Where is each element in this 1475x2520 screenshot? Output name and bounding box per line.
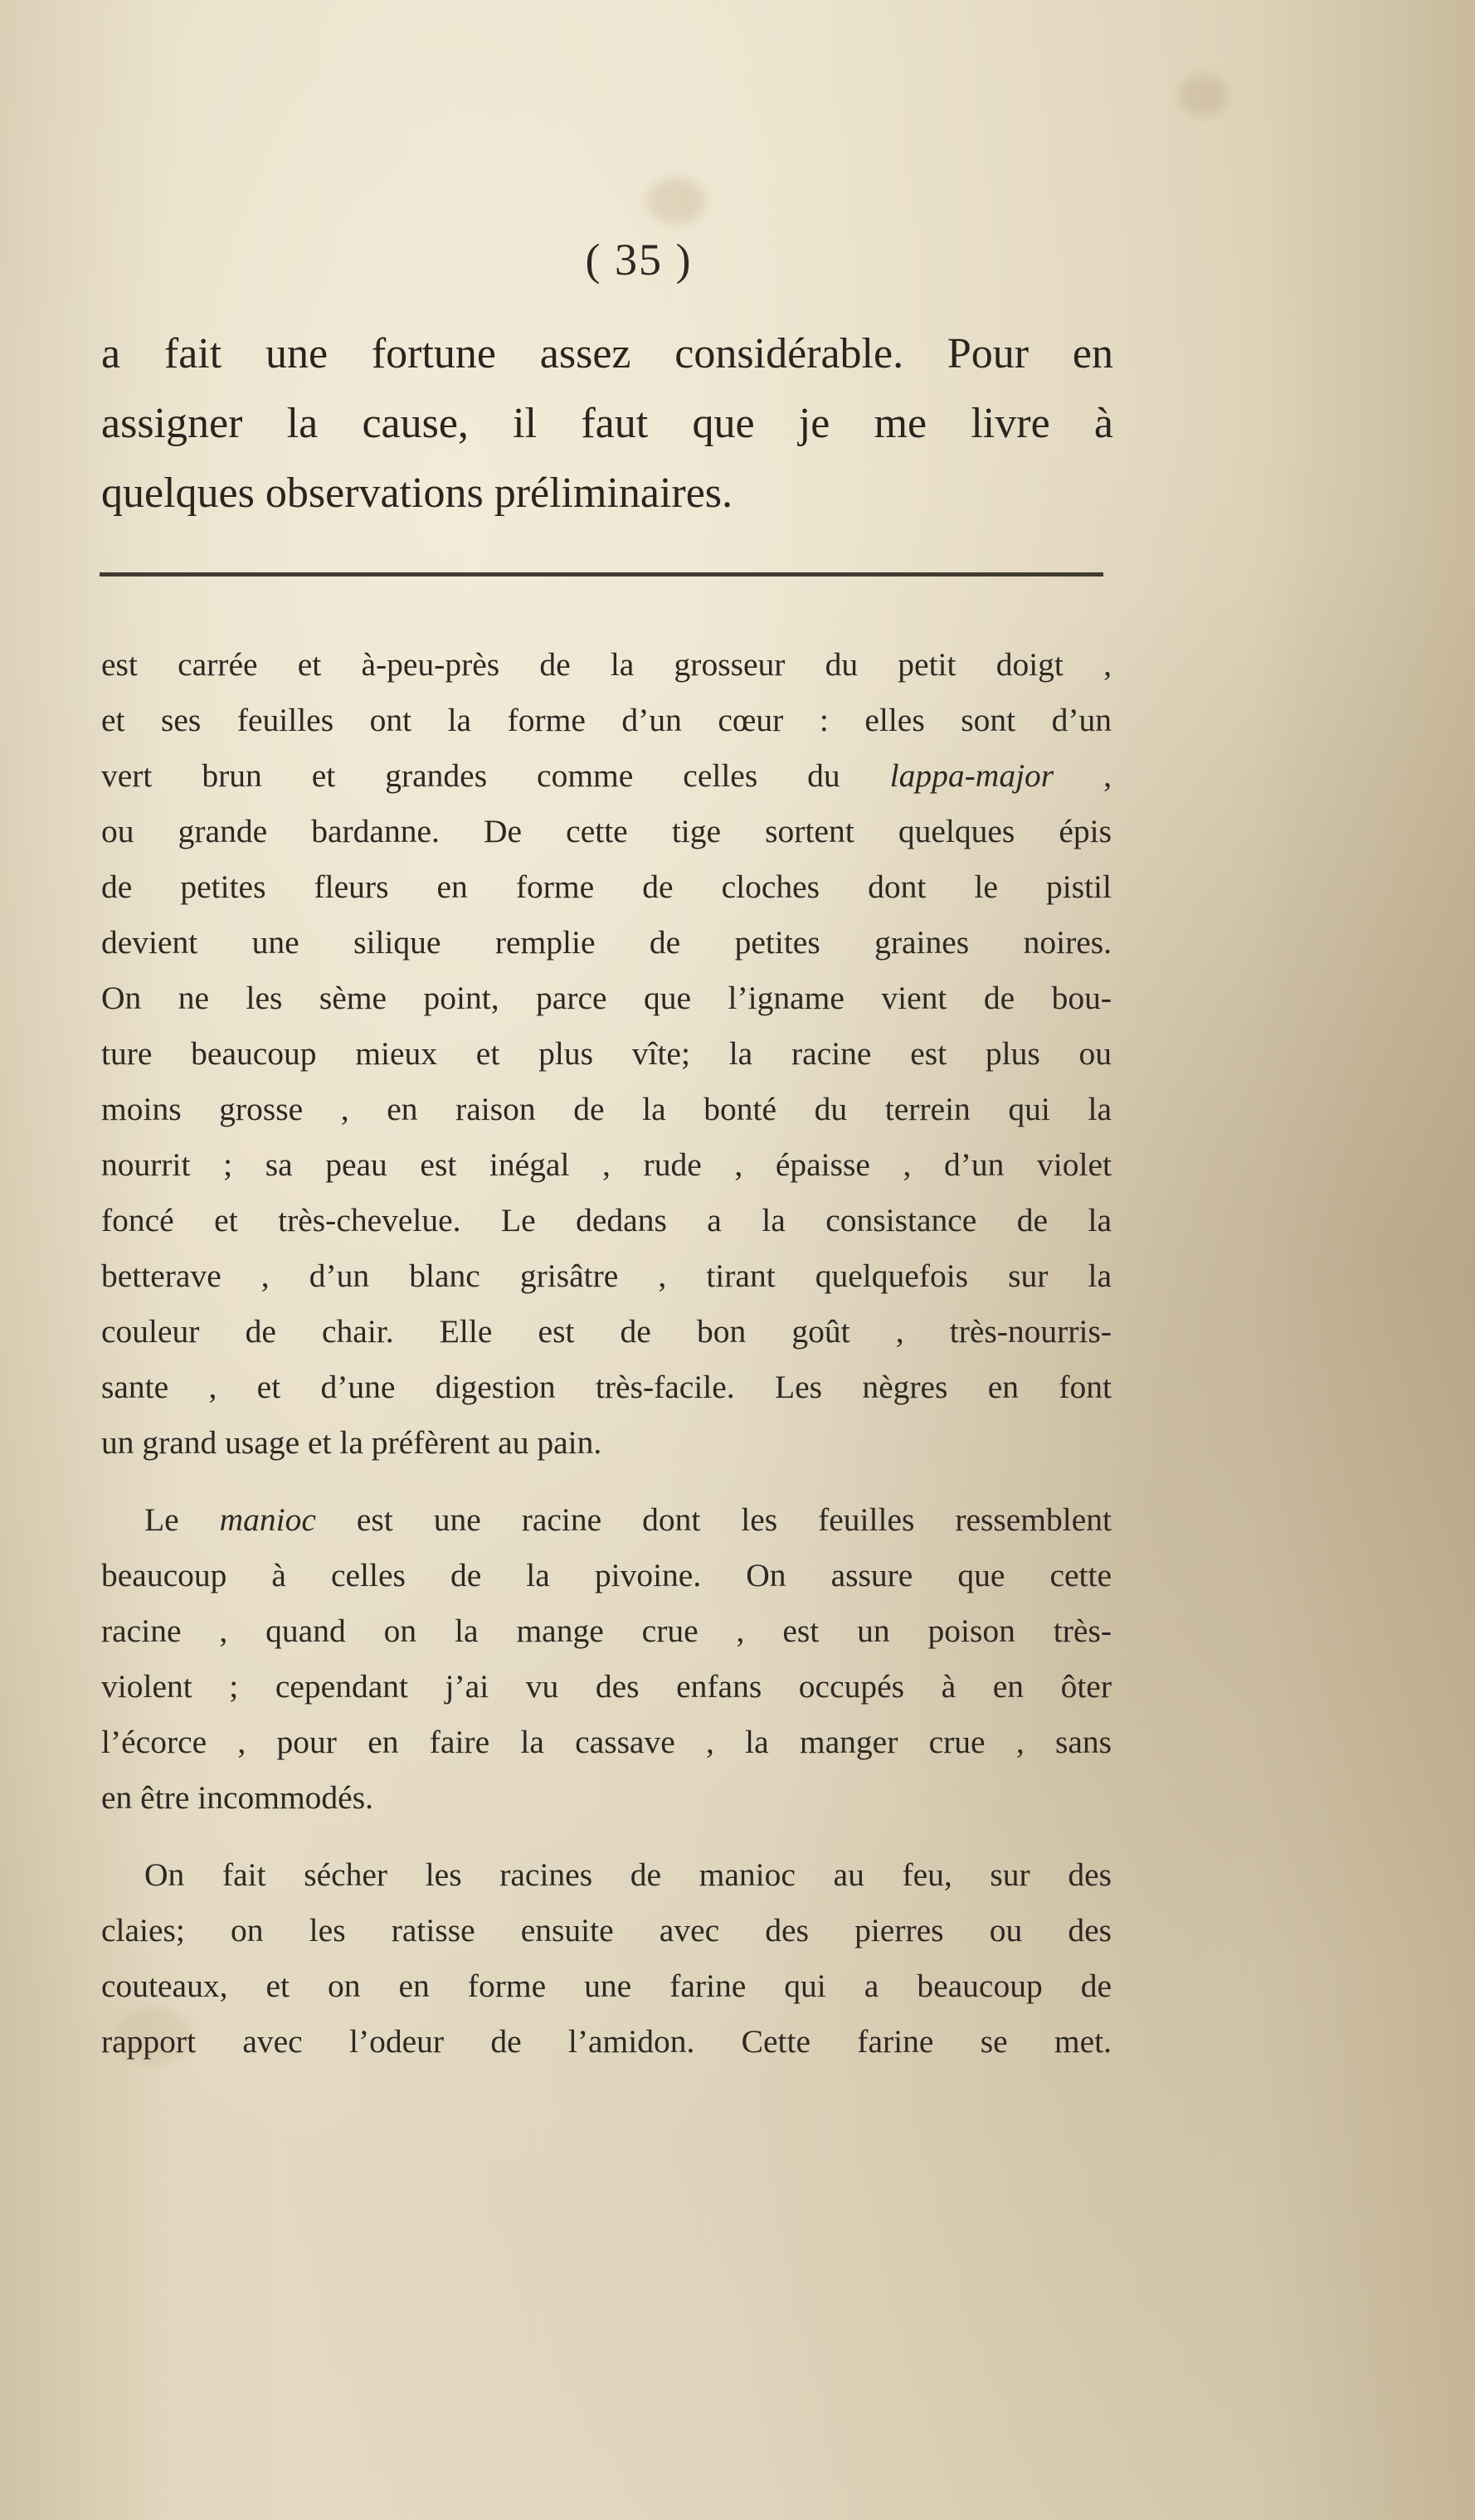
manioc-paragraph (101, 1492, 1112, 1826)
cassava-paragraph (101, 1847, 1112, 2070)
text-line: claies; on les ratisse ensuite avec des pierres ou des (101, 1912, 1112, 1948)
paper-stain (1178, 75, 1228, 116)
separator-rule (100, 572, 1103, 576)
paper-stain (647, 178, 705, 224)
text-line: et ses feuilles ont la forme d’un cœur : elles sont d’un (101, 702, 1112, 738)
text-segment: Le (144, 1501, 179, 1538)
footnote-text (101, 637, 1112, 2091)
igname-paragraph (101, 637, 1112, 1471)
text-line: racine , quand on la mange crue , est un poison très- (101, 1613, 1112, 1649)
manioc-term: manioc (219, 1501, 316, 1538)
text-line: violent ; cependant j’ai vu des enfans occupés à en ôter (101, 1668, 1112, 1705)
text-line (101, 1492, 1112, 1548)
text-line: moins grosse , en raison de la bonté du terrein qui la (101, 1091, 1112, 1127)
page-number: ( 35 ) (585, 235, 693, 285)
text-line: quelques observations préliminaires. (101, 469, 733, 517)
text-line (101, 748, 1112, 804)
text-segment: , (1103, 757, 1112, 794)
text-line: rapport avec l’odeur de l’amidon. Cette farine se met. (101, 2023, 1112, 2060)
text-line: ture beaucoup mieux et plus vîte; la racine est plus ou (101, 1035, 1112, 1072)
text-line: betterave , d’un blanc grisâtre , tirant quelquefois sur la (101, 1258, 1112, 1294)
text-line: devient une silique remplie de petites graines noires. (101, 924, 1112, 961)
text-segment: est une racine dont les feuilles ressemblent (356, 1501, 1112, 1538)
text-line: est carrée et à-peu-près de la grosseur du petit doigt , (101, 646, 1112, 683)
text-line: On ne les sème point, parce que l’igname vient de bou- (101, 980, 1112, 1016)
text-line: nourrit ; sa peau est inégal , rude , épaisse , d’un violet (101, 1146, 1112, 1183)
text-segment: vert brun et grandes comme celles du (101, 757, 840, 794)
text-line: de petites fleurs en forme de cloches dont le pistil (101, 868, 1112, 905)
text-line: un grand usage et la préfèrent au pain. (101, 1424, 602, 1461)
intro-paragraph (101, 319, 1113, 528)
text-line: beaucoup à celles de la pivoine. On assure que cette (101, 1557, 1112, 1593)
text-line: a fait une fortune assez considérable. Pour en (101, 330, 1113, 377)
text-line: l’écorce , pour en faire la cassave , la manger crue , sans (101, 1724, 1112, 1760)
text-line: ou grande bardanne. De cette tige sortent quelques épis (101, 813, 1112, 849)
text-line: en être incommodés. (101, 1779, 373, 1816)
text-line: couteaux, et on en forme une farine qui a beaucoup de (101, 1968, 1112, 2004)
text-line: foncé et très-chevelue. Le dedans a la consistance de la (101, 1202, 1112, 1238)
latin-name: lappa-major (889, 757, 1054, 794)
text-line: assigner la cause, il faut que je me livre à (101, 400, 1113, 447)
text-line: On fait sécher les racines de manioc au feu, sur des (144, 1856, 1112, 1893)
text-line: sante , et d’une digestion très-facile. Les nègres en font (101, 1369, 1112, 1405)
text-line: couleur de chair. Elle est de bon goût , très-nourris- (101, 1313, 1112, 1350)
